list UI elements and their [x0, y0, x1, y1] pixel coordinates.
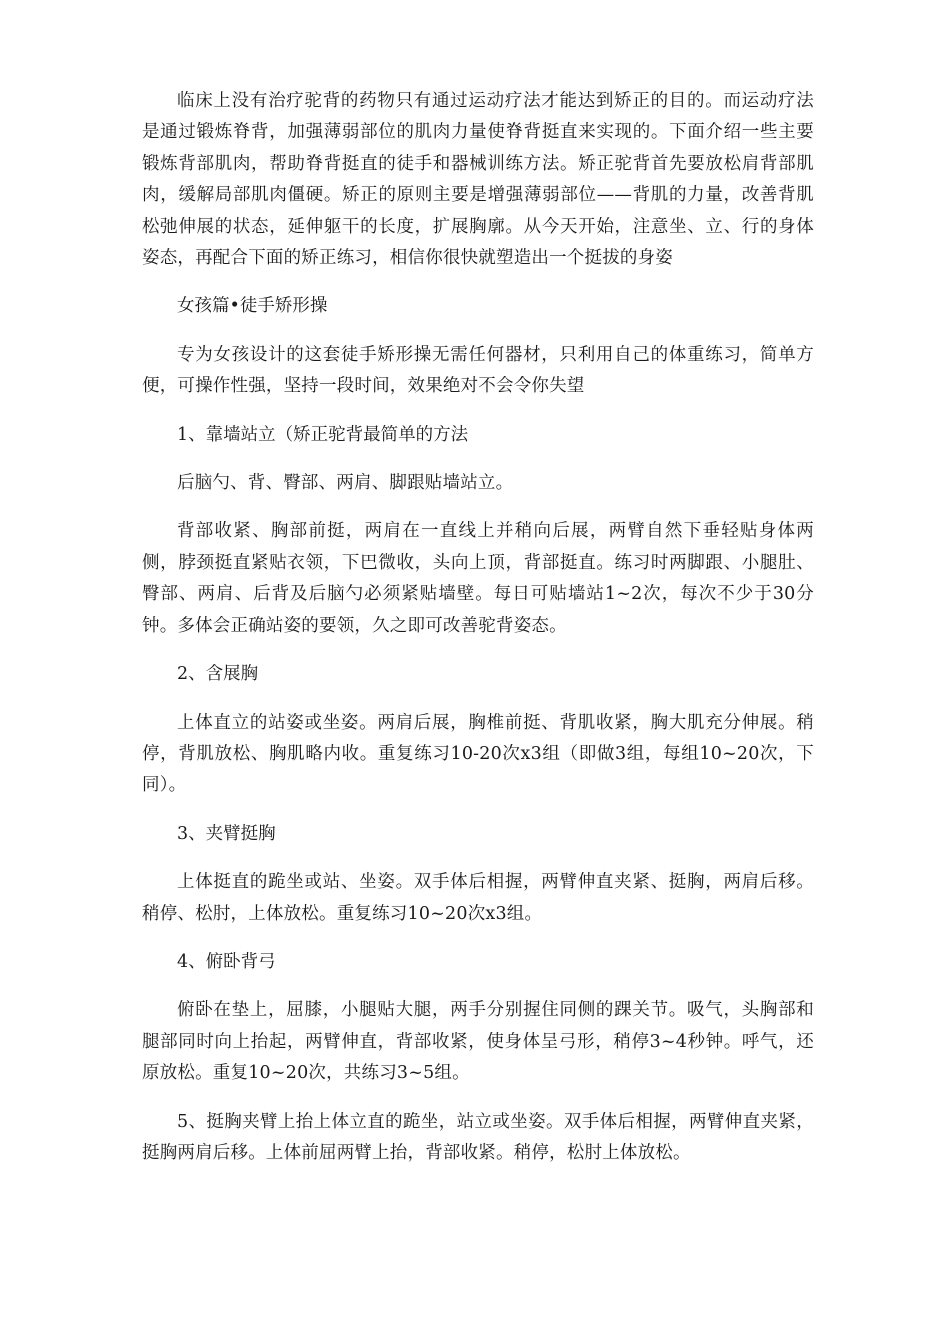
exercise-4-paragraph: 俯卧在垫上，屈膝，小腿贴大腿，两手分别握住同侧的踝关节。吸气，头胸部和腿部同时向上抬起，两臂伸直，背部收紧，使身体呈弓形，稍停3~4秒钟。呼气，还原放松。重复10~20次，共练习3~5组。	[142, 1000, 814, 1084]
exercise-1-paragraph-a: 后脑勺、背、臀部、两肩、脚跟贴墙站立。	[177, 473, 514, 494]
exercise-2-paragraph: 上体直立的站姿或坐姿。两肩后展，胸椎前挺、背肌收紧，胸大肌充分伸展。稍停，背肌放松、胸肌略内收。重复练习10-20次x3组（即做3组，每组10~20次，下同）。	[142, 712, 814, 796]
exercise-1-heading: 1、靠墙站立（矫正驼背最简单的方法	[177, 424, 469, 445]
exercise-1-paragraph-b: 背部收紧、胸部前挺，两肩在一直线上并稍向后展，两臂自然下垂轻贴身体两侧，脖颈挺直紧贴衣领，下巴微收，头向上顶，背部挺直。练习时两脚跟、小腿肚、臀部、两肩、后背及后脑勺必须紧贴墙壁。每日可贴墙站1~2次，每次不少于30分钟。多体会正确站姿的要领，久之即可改善驼背姿态。	[142, 521, 814, 636]
section-heading-girls-exercises: 女孩篇•徒手矫形操	[177, 296, 328, 317]
exercise-5-paragraph: 5、挺胸夹臂上抬上体立直的跪坐，站立或坐姿。双手体后相握，两臂伸直夹紧，挺胸两肩后移。上体前屈两臂上抬，背部收紧。稍停，松肘上体放松。	[142, 1111, 814, 1163]
exercise-2-heading: 2、含展胸	[177, 664, 259, 685]
exercise-4-heading: 4、俯卧背弓	[177, 951, 276, 972]
exercise-3-heading: 3、夹臂挺胸	[177, 823, 276, 844]
exercise-3-paragraph: 上体挺直的跪坐或站、坐姿。双手体后相握，两臂伸直夹紧、挺胸，两肩后移。稍停、松肘，上体放松。重复练习10~20次x3组。	[142, 872, 814, 924]
section-intro-paragraph: 专为女孩设计的这套徒手矫形操无需任何器材，只利用自己的体重练习，简单方便，可操作性强，坚持一段时间，效果绝对不会令你失望	[142, 344, 814, 397]
intro-paragraph: 临床上没有治疗驼背的药物只有通过运动疗法才能达到矫正的目的。而运动疗法是通过锻炼脊背，加强薄弱部位的肌肉力量使脊背挺直来实现的。下面介绍一些主要锻炼背部肌肉，帮助脊背挺直的徒手和器械训练方法。矫正驼背首先要放松肩背部肌肉，缓解局部肌肉僵硬。矫正的原则主要是增强薄弱部位——背肌的力量，改善背肌松弛伸展的状态，延伸躯干的长度，扩展胸廓。从今天开始，注意坐、立、行的身体姿态，再配合下面的矫正练习，相信你很快就塑造出一个挺拔的身姿	[142, 91, 814, 269]
document-body	[142, 86, 814, 1186]
